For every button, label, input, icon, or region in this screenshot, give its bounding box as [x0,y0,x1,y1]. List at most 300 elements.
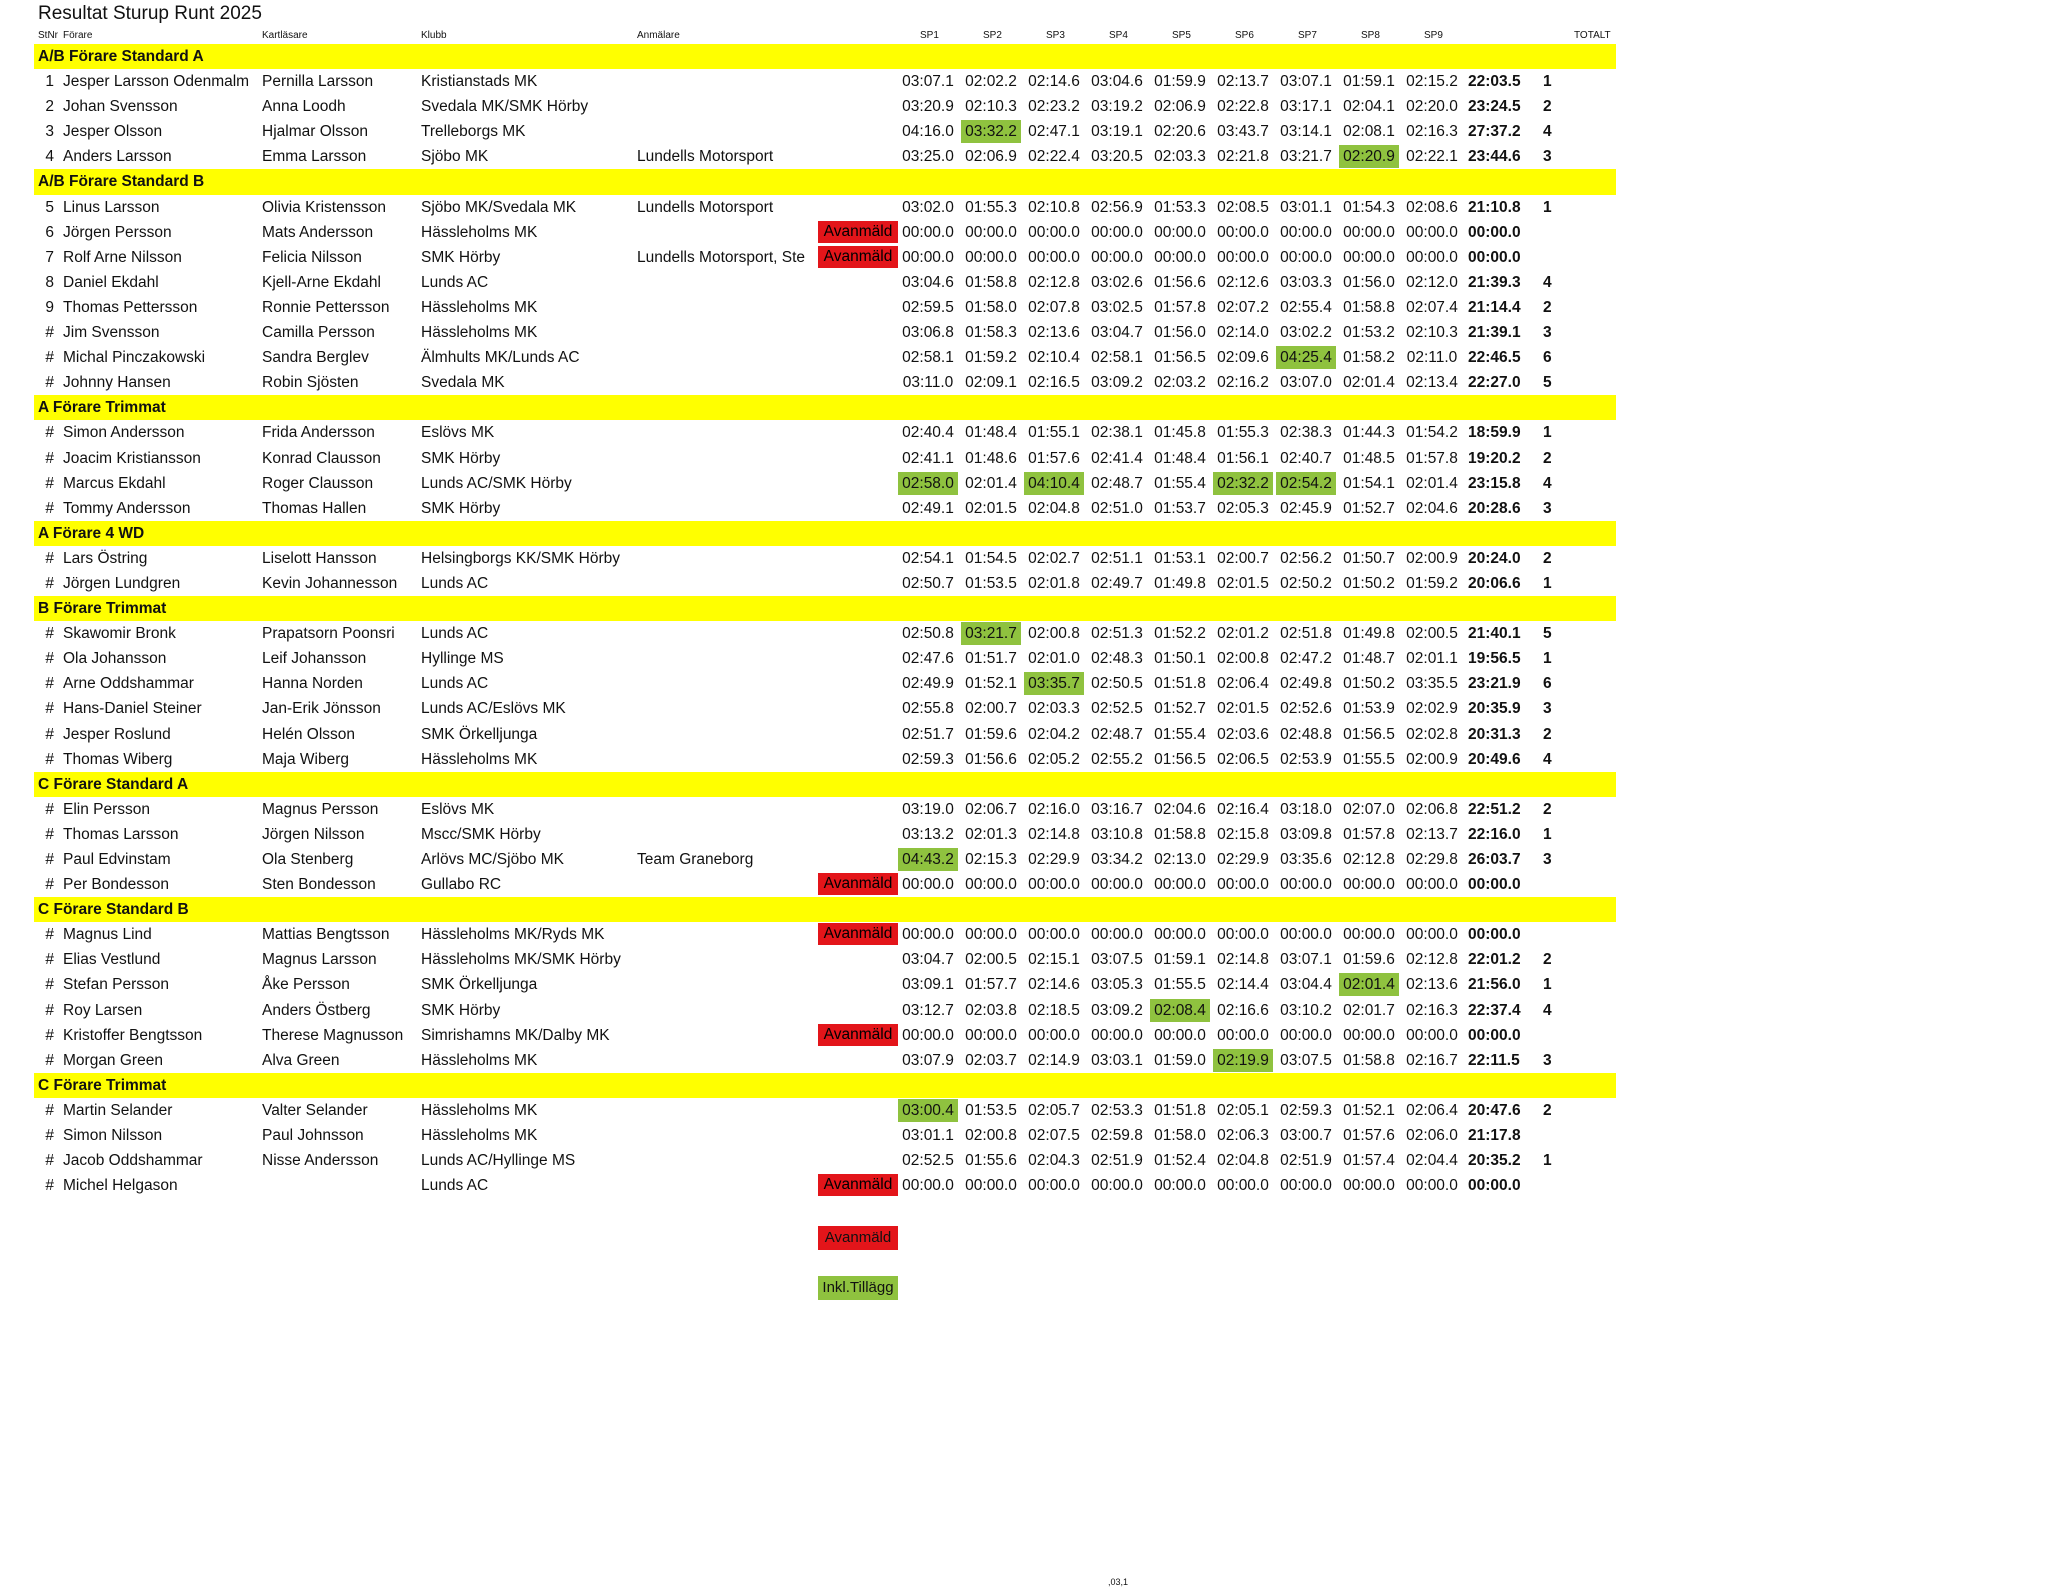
stage-time-sp1: 02:51.7 [902,725,954,743]
driver-name: Elias Vestlund [63,951,161,969]
stage-time-sp2: 00:00.0 [965,248,1017,266]
stage-time-sp1: 02:55.8 [902,700,954,718]
stage-time-sp1: 03:09.1 [902,976,954,994]
stage-time-sp8: 02:01.4 [1339,973,1399,996]
total-time: 27:37.2 [1468,123,1521,141]
total-time: 26:03.7 [1468,851,1521,868]
stage-time-sp4: 03:20.5 [1091,148,1143,166]
class-placement: 1 [1543,1152,1552,1170]
stage-time-sp8: 01:56.5 [1343,725,1395,743]
entrant-name: Team Graneborg [637,851,754,868]
stage-time-sp7: 02:56.2 [1280,549,1332,567]
stage-time-sp6: 02:13.7 [1217,73,1269,91]
stage-time-sp5: 01:55.4 [1154,725,1206,743]
stage-time-sp7: 00:00.0 [1280,1026,1332,1044]
result-row [0,797,2048,822]
result-row [0,420,2048,445]
stage-time-sp4: 02:51.9 [1091,1152,1143,1170]
stage-time-sp4: 02:56.9 [1091,198,1143,216]
navigator-name: Jörgen Nilsson [262,825,365,843]
stage-time-sp4: 00:00.0 [1091,1026,1143,1044]
stage-time-sp8: 01:57.8 [1343,825,1395,843]
legend-penalty: Inkl.Tillägg [818,1276,898,1300]
result-row [0,195,2048,220]
navigator-name: Camilla Persson [262,324,375,342]
stage-time-sp9: 00:00.0 [1406,876,1458,894]
stage-time-sp5: 01:53.1 [1154,549,1206,567]
stage-time-sp6: 02:12.6 [1217,273,1269,291]
stage-time-sp5: 02:20.6 [1154,123,1206,141]
result-row [0,370,2048,395]
stage-time-sp5: 01:55.5 [1154,976,1206,994]
stage-time-sp6: 02:05.1 [1217,1101,1269,1119]
stage-time-sp8: 01:59.6 [1343,951,1395,969]
stage-time-sp9: 00:00.0 [1406,1177,1458,1195]
class-name: A Förare Trimmat [38,399,166,417]
stage-time-sp6: 02:06.3 [1217,1127,1269,1145]
stage-time-sp9: 00:00.0 [1406,223,1458,241]
stage-time-sp3: 01:57.6 [1028,449,1080,467]
stage-time-sp1: 00:00.0 [902,876,954,894]
stage-time-sp3: 02:14.6 [1028,976,1080,994]
club-name: Eslövs MK [421,800,495,818]
stage-time-sp3: 00:00.0 [1028,926,1080,944]
stage-time-sp8: 01:52.1 [1343,1101,1395,1119]
class-placement: 3 [1543,324,1552,342]
class-header-row [34,1073,1616,1098]
class-placement: 3 [1543,1051,1552,1069]
stage-time-sp9: 02:00.9 [1406,549,1458,567]
stage-time-sp1: 02:49.1 [902,499,954,517]
navigator-name: Paul Johnsson [262,1127,364,1145]
class-placement: 3 [1543,851,1552,868]
stage-time-sp1: 03:01.1 [902,1127,954,1145]
start-number: # [45,1127,54,1145]
stage-time-sp8: 00:00.0 [1343,926,1395,944]
club-name: Lunds AC/SMK Hörby [421,474,572,492]
stage-time-sp6: 02:03.6 [1217,725,1269,743]
driver-name: Anders Larsson [63,148,172,166]
total-time: 20:35.9 [1468,700,1521,718]
navigator-name: Mattias Bengtsson [262,926,390,944]
stage-time-sp6: 00:00.0 [1217,876,1269,894]
total-time: 21:40.1 [1468,625,1521,643]
class-header-row [34,772,1616,797]
class-placement: 6 [1543,675,1552,693]
stage-time-sp1: 03:00.4 [898,1099,958,1122]
result-row [0,646,2048,671]
stage-time-sp3: 02:02.7 [1028,549,1080,567]
stage-time-sp7: 02:59.3 [1280,1101,1332,1119]
stage-time-sp4: 03:09.2 [1091,374,1143,392]
total-time: 23:21.9 [1468,675,1521,693]
column-header-row [38,28,1616,44]
stage-time-sp1: 02:52.5 [902,1152,954,1170]
navigator-name: Emma Larsson [262,148,367,166]
start-number: # [45,324,54,342]
result-row [0,345,2048,370]
driver-name: Thomas Pettersson [63,298,198,316]
stage-time-sp8: 00:00.0 [1343,248,1395,266]
stage-time-sp7: 03:03.3 [1280,273,1332,291]
club-name: SMK Örkelljunga [421,976,538,994]
stage-time-sp7: 03:14.1 [1280,123,1332,141]
stage-time-sp1: 02:58.0 [898,472,958,495]
stage-time-sp7: 02:54.2 [1276,472,1336,495]
stage-time-sp4: 03:03.1 [1091,1051,1143,1069]
driver-name: Ola Johansson [63,650,167,668]
driver-name: Michel Helgason [63,1177,178,1195]
stage-time-sp4: 00:00.0 [1091,1177,1143,1195]
stage-time-sp3: 00:00.0 [1028,876,1080,894]
stage-time-sp7: 02:52.6 [1280,700,1332,718]
club-name: Gullabo RC [421,876,502,894]
stage-time-sp2: 02:00.7 [965,700,1017,718]
total-time: 22:46.5 [1468,349,1521,367]
driver-name: Jesper Larsson Odenmalm [63,73,250,91]
navigator-name: Sandra Berglev [262,349,369,367]
stage-time-sp8: 01:50.7 [1343,549,1395,567]
stage-time-sp3: 02:15.1 [1028,951,1080,969]
stage-time-sp1: 02:59.5 [902,298,954,316]
result-row [0,947,2048,972]
stage-time-sp5: 01:56.5 [1154,349,1206,367]
result-row [0,1173,2048,1198]
stage-time-sp6: 02:00.8 [1217,650,1269,668]
stage-time-sp7: 03:07.0 [1280,374,1332,392]
stage-time-sp9: 02:02.9 [1406,700,1458,718]
stage-time-sp8: 02:20.9 [1339,145,1399,168]
total-time: 00:00.0 [1468,223,1521,241]
stage-time-sp5: 02:13.0 [1154,851,1206,868]
driver-name: Rolf Arne Nilsson [63,248,182,266]
stage-time-sp2: 01:52.1 [965,675,1017,693]
stage-time-sp9: 03:35.5 [1406,675,1458,693]
stage-time-sp3: 02:10.4 [1028,349,1080,367]
stage-time-sp1: 00:00.0 [902,223,954,241]
stage-time-sp4: 02:48.7 [1091,725,1143,743]
class-placement: 5 [1543,625,1552,643]
stage-time-sp3: 02:47.1 [1028,123,1080,141]
start-number: 4 [45,148,54,166]
stage-time-sp9: 02:07.4 [1406,298,1458,316]
withdrawn-badge: Avanmäld [818,221,898,243]
results-table [0,44,2048,1198]
stage-time-sp7: 00:00.0 [1280,248,1332,266]
stage-time-sp4: 02:48.3 [1091,650,1143,668]
stage-time-sp9: 02:04.6 [1406,499,1458,517]
start-number: # [45,851,54,868]
stage-time-sp2: 00:00.0 [965,926,1017,944]
col-sp8-header: SP8 [1361,30,1380,41]
col-sp7-header: SP7 [1298,30,1317,41]
driver-name: Elin Persson [63,800,151,818]
club-name: Lunds AC [421,1177,489,1195]
navigator-name: Nisse Andersson [262,1152,379,1170]
stage-time-sp8: 01:57.6 [1343,1127,1395,1145]
stage-time-sp1: 00:00.0 [902,926,954,944]
total-time: 23:24.5 [1468,98,1521,116]
total-time: 21:10.8 [1468,198,1521,216]
stage-time-sp5: 00:00.0 [1154,926,1206,944]
stage-time-sp1: 00:00.0 [902,248,954,266]
stage-time-sp4: 03:16.7 [1091,800,1143,818]
navigator-name: Alva Green [262,1051,340,1069]
navigator-name: Olivia Kristensson [262,198,387,216]
driver-name: Kristoffer Bengtsson [63,1026,203,1044]
result-row [0,998,2048,1023]
club-name: Lunds AC [421,574,489,592]
stage-time-sp7: 02:55.4 [1280,298,1332,316]
stage-time-sp9: 00:00.0 [1406,926,1458,944]
result-row [0,144,2048,169]
club-name: Arlövs MC/Sjöbo MK [421,851,564,868]
stage-time-sp7: 03:04.4 [1280,976,1332,994]
start-number: 2 [45,98,54,116]
total-time: 20:35.2 [1468,1152,1521,1170]
stage-time-sp9: 02:08.6 [1406,198,1458,216]
total-time: 23:44.6 [1468,148,1521,166]
navigator-name: Ola Stenberg [262,851,354,868]
stage-time-sp3: 04:10.4 [1024,472,1084,495]
stage-time-sp4: 03:34.2 [1091,851,1143,868]
stage-time-sp1: 03:19.0 [902,800,954,818]
stage-time-sp1: 00:00.0 [902,1026,954,1044]
stage-time-sp5: 01:57.8 [1154,298,1206,316]
stage-time-sp9: 02:16.3 [1406,123,1458,141]
navigator-name: Konrad Clausson [262,449,381,467]
stage-time-sp4: 02:52.5 [1091,700,1143,718]
driver-name: Jesper Olsson [63,123,163,141]
result-row [0,496,2048,521]
stage-time-sp3: 02:14.9 [1028,1051,1080,1069]
class-header-row [34,596,1616,621]
total-time: 21:39.3 [1468,273,1521,291]
stage-time-sp2: 01:59.2 [965,349,1017,367]
stage-time-sp8: 00:00.0 [1343,1026,1395,1044]
driver-name: Michal Pinczakowski [63,349,206,367]
class-header-row [34,169,1616,194]
stage-time-sp8: 01:49.8 [1343,625,1395,643]
stage-time-sp2: 01:53.5 [965,574,1017,592]
stage-time-sp3: 02:29.9 [1028,851,1080,868]
stage-time-sp4: 03:02.5 [1091,298,1143,316]
start-number: # [45,1101,54,1119]
stage-time-sp3: 02:05.7 [1028,1101,1080,1119]
navigator-name: Maja Wiberg [262,750,349,768]
total-time: 22:51.2 [1468,800,1521,818]
total-time: 22:03.5 [1468,73,1521,91]
legend-withdrawn: Avanmäld [818,1226,898,1250]
stage-time-sp7: 03:07.5 [1280,1051,1332,1069]
start-number: # [45,951,54,969]
start-number: # [45,499,54,517]
stage-time-sp6: 02:04.8 [1217,1152,1269,1170]
result-row [0,972,2048,997]
stage-time-sp2: 01:58.3 [965,324,1017,342]
start-number: 3 [45,123,54,141]
stage-time-sp6: 02:09.6 [1217,349,1269,367]
entrant-name: Lundells Motorsport [637,198,774,216]
stage-time-sp1: 02:49.9 [902,675,954,693]
result-row [0,696,2048,721]
stage-time-sp2: 01:55.3 [965,198,1017,216]
stage-time-sp9: 00:00.0 [1406,1026,1458,1044]
class-placement: 2 [1543,800,1552,818]
stage-time-sp6: 02:21.8 [1217,148,1269,166]
stage-time-sp6: 02:06.5 [1217,750,1269,768]
stage-time-sp8: 01:58.8 [1343,298,1395,316]
club-name: Svedala MK [421,374,505,392]
stage-time-sp3: 02:04.2 [1028,725,1080,743]
stage-time-sp2: 02:06.9 [965,148,1017,166]
stage-time-sp6: 02:01.5 [1217,700,1269,718]
stage-time-sp7: 00:00.0 [1280,876,1332,894]
stage-time-sp7: 03:00.7 [1280,1127,1332,1145]
stage-time-sp9: 02:12.8 [1406,951,1458,969]
stage-time-sp4: 00:00.0 [1091,926,1143,944]
stage-time-sp2: 01:55.6 [965,1152,1017,1170]
stage-time-sp2: 02:03.8 [965,1001,1017,1019]
stage-time-sp7: 03:01.1 [1280,198,1332,216]
start-number: # [45,1152,54,1170]
stage-time-sp2: 02:09.1 [965,374,1017,392]
stage-time-sp8: 01:50.2 [1343,574,1395,592]
club-name: Eslövs MK [421,424,495,442]
stage-time-sp3: 03:35.7 [1024,672,1084,695]
class-placement: 3 [1543,700,1552,718]
driver-name: Daniel Ekdahl [63,273,159,291]
total-time: 00:00.0 [1468,876,1521,894]
stage-time-sp2: 02:06.7 [965,800,1017,818]
stage-time-sp7: 02:45.9 [1280,499,1332,517]
club-name: Helsingborgs KK/SMK Hörby [421,549,620,567]
result-row [0,1123,2048,1148]
page-title: Resultat Sturup Runt 2025 [38,3,262,24]
col-sp9-header: SP9 [1424,30,1443,41]
result-row [0,270,2048,295]
navigator-name: Prapatsorn Poonsri [262,625,395,643]
stage-time-sp1: 04:16.0 [902,123,954,141]
club-name: Hässleholms MK/SMK Hörby [421,951,621,969]
stage-time-sp9: 02:29.8 [1406,851,1458,868]
stage-time-sp6: 03:43.7 [1217,123,1269,141]
stage-time-sp3: 00:00.0 [1028,1177,1080,1195]
col-sp2-header: SP2 [983,30,1002,41]
stage-time-sp9: 02:04.4 [1406,1152,1458,1170]
club-name: Lunds AC [421,625,489,643]
total-time: 22:16.0 [1468,825,1521,843]
col-stnr-header: StNr [38,30,58,41]
result-row [0,722,2048,747]
stage-time-sp3: 02:16.5 [1028,374,1080,392]
navigator-name: Valter Selander [262,1101,368,1119]
stage-time-sp3: 02:00.8 [1028,625,1080,643]
stage-time-sp8: 00:00.0 [1343,1177,1395,1195]
driver-name: Jesper Roslund [63,725,171,743]
start-number: # [45,424,54,442]
total-time: 00:00.0 [1468,1026,1521,1044]
driver-name: Paul Edvinstam [63,851,171,868]
stage-time-sp7: 02:40.7 [1280,449,1332,467]
stage-time-sp7: 00:00.0 [1280,1177,1332,1195]
stage-time-sp4: 00:00.0 [1091,223,1143,241]
stage-time-sp2: 02:02.2 [965,73,1017,91]
class-placement: 4 [1543,273,1552,291]
stage-time-sp1: 02:58.1 [902,349,954,367]
driver-name: Thomas Larsson [63,825,179,843]
total-time: 20:28.6 [1468,499,1521,517]
stage-time-sp6: 01:55.3 [1217,424,1269,442]
stage-time-sp9: 01:57.8 [1406,449,1458,467]
start-number: # [45,800,54,818]
stage-time-sp3: 02:13.6 [1028,324,1080,342]
entrant-name: Lundells Motorsport [637,148,774,166]
driver-name: Stefan Persson [63,976,169,994]
stage-time-sp6: 00:00.0 [1217,926,1269,944]
total-time: 20:24.0 [1468,549,1521,567]
start-number: # [45,1001,54,1019]
stage-time-sp8: 01:59.1 [1343,73,1395,91]
stage-time-sp3: 02:23.2 [1028,98,1080,116]
stage-time-sp7: 03:18.0 [1280,800,1332,818]
stage-time-sp8: 01:44.3 [1343,424,1395,442]
stage-time-sp4: 03:10.8 [1091,825,1143,843]
club-name: SMK Hörby [421,1001,501,1019]
stage-time-sp1: 02:54.1 [902,549,954,567]
col-club-header: Klubb [421,30,447,41]
stage-time-sp6: 02:16.2 [1217,374,1269,392]
class-placement: 2 [1543,549,1552,567]
stage-time-sp2: 01:51.7 [965,650,1017,668]
class-placement: 6 [1543,349,1552,367]
driver-name: Lars Östring [63,549,148,567]
stage-time-sp5: 01:50.1 [1154,650,1206,668]
navigator-name: Thomas Hallen [262,499,367,517]
stage-time-sp5: 00:00.0 [1154,223,1206,241]
total-time: 23:15.8 [1468,474,1521,492]
stage-time-sp9: 02:16.3 [1406,1001,1458,1019]
start-number: # [45,574,54,592]
club-name: Hässleholms MK [421,324,538,342]
stage-time-sp2: 01:58.0 [965,298,1017,316]
club-name: Kristianstads MK [421,73,538,91]
stage-time-sp4: 03:04.7 [1091,324,1143,342]
stage-time-sp4: 02:53.3 [1091,1101,1143,1119]
navigator-name: Liselott Hansson [262,549,377,567]
club-name: Hässleholms MK [421,1127,538,1145]
start-number: # [45,1177,54,1195]
club-name: Hässleholms MK [421,1101,538,1119]
stage-time-sp7: 00:00.0 [1280,223,1332,241]
stage-time-sp6: 01:56.1 [1217,449,1269,467]
stage-time-sp5: 02:04.6 [1154,800,1206,818]
stage-time-sp8: 01:58.2 [1343,349,1395,367]
col-sp3-header: SP3 [1046,30,1065,41]
stage-time-sp1: 02:41.1 [902,449,954,467]
stage-time-sp6: 02:29.9 [1217,851,1269,868]
club-name: Hässleholms MK [421,223,538,241]
stage-time-sp5: 01:51.8 [1154,675,1206,693]
club-name: Lunds AC/Hyllinge MS [421,1152,576,1170]
result-row [0,847,2048,872]
driver-name: Arne Oddshammar [63,675,194,693]
driver-name: Jörgen Lundgren [63,574,181,592]
stage-time-sp9: 02:00.9 [1406,750,1458,768]
stage-time-sp4: 03:19.2 [1091,98,1143,116]
stage-time-sp6: 02:16.4 [1217,800,1269,818]
start-number: # [45,725,54,743]
